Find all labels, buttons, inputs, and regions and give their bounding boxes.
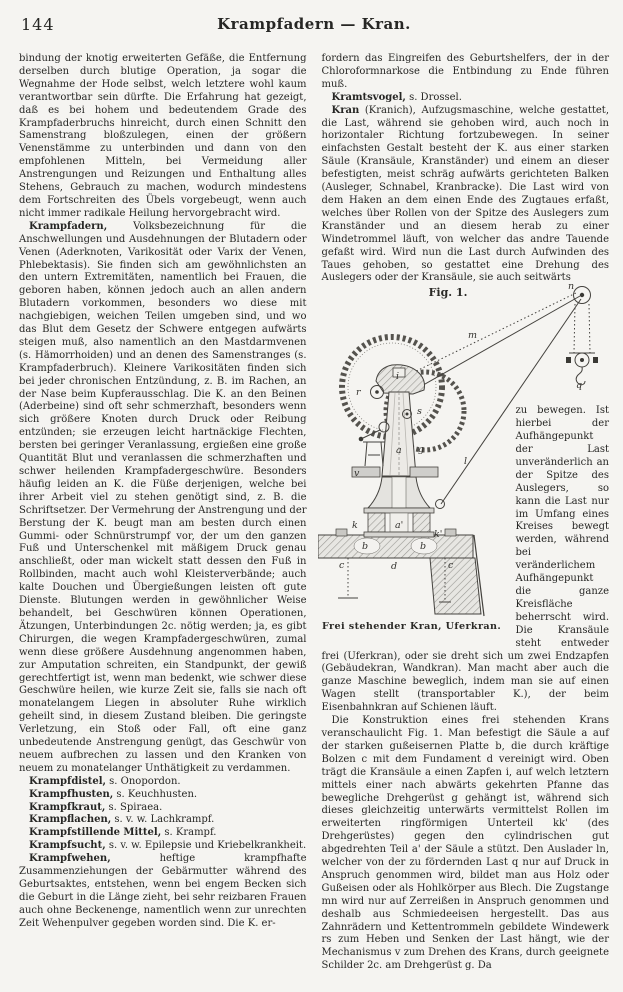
entry-text: heftige krampfhafte Zusammenziehungen der Gebärmutter während des Geburtsaktes, entstehen, wenn bei engem Becken sich die Geburt in die Länge zieht, bei sehr reizbaren Frauen auch ohne Beckenenge, namentlich wenn zur unrechten Zeit Wehenpulver gegeben worden sind. Die K. er- xyxy=(19,853,307,929)
entry-lead: Krampfstillende Mittel, xyxy=(29,827,162,839)
entry-kran xyxy=(322,105,610,286)
right-column xyxy=(322,53,610,973)
figure-number-label: Fig. 1. xyxy=(428,286,467,300)
entry-krampfhusten xyxy=(19,789,307,802)
figure-label-b1: b xyxy=(361,541,368,553)
figure-label-c1: c xyxy=(338,560,344,572)
entry-lead: Krampfadern, xyxy=(29,220,108,232)
figure-label-r: r xyxy=(355,387,361,399)
paragraph-kran-continued xyxy=(322,405,610,715)
figure-label-d: d xyxy=(390,561,397,573)
figure-label-s: s xyxy=(416,406,422,418)
entry-kramtsvogel xyxy=(322,92,610,105)
entry-text: s. v. w. Lachkrampf. xyxy=(111,814,215,826)
entry-lead: Krampfwehen, xyxy=(29,853,111,865)
entry-lead: Krampflachen, xyxy=(29,814,112,826)
figure-label-b2: b xyxy=(419,541,426,553)
paragraph-text: zu bewegen. Ist hierbei der Aufhängepunkt der Last unveränderlich an der Spitze des Auslegers, so kann die Last nur im Umfang eines Kreises bewegt werden, während bei veränderlichem Aufhängepunkt die ganze Kreisfläche beherrscht wird. Die Kransäule steht entweder frei (Uferkran), oder sie dreht sich um zwei Endzapfen (Gebäudekran, Wandkran). Man macht aber auch die ganze Maschine beweglich, indem man sie auf einen Wagen stellt (transportabler K.), der beim Eisenbahnkran auf Schienen läuft. xyxy=(321,405,609,714)
paragraph-text: bindung der knotig erweiterten Gefäße, die Entfernung derselben durch blutige Operation, ja sogar die Wegnahme der Hode selbst, welch letztere wohl kaum verantwortbar sein dürfte. Die Erfahrung hat gezeigt, daß es bei hohem und bedeutendem Grade des Krampfaderbruchs hinreicht, durch einen Schnitt den Samenstrang bloßzulegen, einen der größern Venenstämme zu unterbinden und dann von den empfohlenen Mitteln, bei Vermeidung aller Anstrengungen und Reizungen und Enthaltung alles Stehens, Gebrauch zu machen, wodurch mindestens dem Fortschreiten des Übels vorgebeugt, wenn auch nicht immer radikale Heilung hervorgebracht wird. xyxy=(19,53,307,219)
figure-label-a-prime: a' xyxy=(394,520,403,532)
figure-label-i: i xyxy=(395,371,399,383)
entry-text: s. Krampf. xyxy=(161,827,217,839)
left-column xyxy=(19,53,307,973)
figure-label-g: g xyxy=(417,444,424,456)
two-column-text xyxy=(19,53,609,973)
entry-krampfwehen xyxy=(19,853,307,930)
paragraph-text: fordern das Eingreifen des Geburtshelfers, der in der Chloroformnarkose die Entbindung zu Ende führen muß. xyxy=(321,53,609,90)
paragraph-text: Die Konstruktion eines frei stehenden Krans veranschaulicht Fig. 1. Man befestigt die Säule a auf der starken gußeisernen Platte b, die durch kräftige Bolzen c mit dem Fundament d vereinigt wird. Oben trägt die Kransäule a einen Zapfen i, auf welch letztern mittels einer nach abwärts gekehrten Pfanne das bewegliche Drehgerüst g gehängt ist, während sich dieses gleichzeitig unterwärts vermittelst Rollen im erweiterten ringförmigen Unterteil kk' (des Drehgerüstes) gegen den cylindrischen gut abgedrehten Teil a' der Säule a stützt. Den Auslader ln, welcher von der zu fördernden Last q nur auf Druck in Anspruch genommen wird, bildet man aus Holz oder Gußeisen oder als Hohlkörper aus Blech. Die Zugstange mn wird nur auf Zerreißen in Anspruch genommen und deshalb aus Schmiedeeisen hergestellt. Das aus Zahnrädern und Kettentrommeln gebildete Windewerk rs zum Heben und Senken der Last hängt, wie der Mechanismus v zum Drehen des Krans, durch geeignete Schilder 2c. am Drehgerüst g. Da xyxy=(321,715,609,972)
entry-krampfadern xyxy=(19,221,307,776)
entry-text: s. Onopordon. xyxy=(106,775,181,787)
entry-lead: Krampfdistel, xyxy=(29,775,106,787)
entry-lead: Krampfhusten, xyxy=(29,788,114,800)
entry-text: s. Drossel. xyxy=(405,91,462,103)
entry-text: s. Spiraea. xyxy=(105,801,163,813)
entry-krampflachen xyxy=(19,814,307,827)
entry-krampfdistel xyxy=(19,776,307,789)
page-number: 144 xyxy=(21,15,55,34)
figure-caption: Frei stehender Kran, Uferkran. xyxy=(321,621,501,633)
entry-krampfkraut xyxy=(19,802,307,815)
page-header xyxy=(19,13,609,39)
entry-text: s. v. w. Epilepsie und Kriebelkrankheit. xyxy=(105,840,307,852)
entry-krampfstillende-mittel xyxy=(19,827,307,840)
entry-text: (Kranich), Aufzugsmaschine, welche gestattet, die Last, während sie gehoben wird, auch noch in horizontaler Richtung fortzubewegen. In seiner einfachsten Gestalt besteht der K. aus einer starken Säule (Kransäule, Kranständer) und einem an dieser befestigten, meist schräg aufwärts gerichteten Balken (Ausleger, Schnabel, Kranbracke). Die Last wird von dem Haken an dem einen Ende des Zugtaues erfaßt, welches über Rollen von der Spitze des Auslegers zum Kranständer und an diesem herab zu einer Windetrommel läuft, von welcher das andre Tauende gefaßt wird. Wird nun die Last durch Aufwinden des Taues gehoben, so gestattet eine Drehung des Auslegers oder der Kransäule, sie auch seitwärts xyxy=(321,104,609,284)
header-title: Krampfadern — Kran. xyxy=(217,15,411,33)
figure-label-m: m xyxy=(467,330,477,342)
figure-label-n: n xyxy=(567,281,574,293)
figure-label-q: q xyxy=(575,380,582,392)
figure-label-l: l xyxy=(463,456,467,468)
paragraph-konstruktion xyxy=(322,715,610,973)
entry-lead: Kramtsvogel, xyxy=(331,91,406,103)
entry-krampfsucht xyxy=(19,840,307,853)
figure-label-a: a xyxy=(395,445,402,457)
entry-lead: Krampfsucht, xyxy=(29,840,106,852)
entry-text: s. Keuchhusten. xyxy=(113,788,198,800)
figure-label-k: k xyxy=(351,520,358,532)
figure-label-k-prime: k' xyxy=(433,529,442,541)
entry-lead: Krampfkraut, xyxy=(29,801,106,813)
paragraph-continuation xyxy=(322,53,610,92)
figure-label-c2: c xyxy=(447,560,453,572)
entry-lead: Kran xyxy=(331,104,360,116)
entry-text: Volksbezeichnung für die Anschwellungen und Ausdehnungen der Blutadern oder Venen (Aderknoten, Varikosität oder Varix der Venen, Phlebektasis). Sie finden sich am gewöhnlichsten an den untern Extremitäten, namentlich bei Frauen, die geboren haben, können jedoch auch an allen andern Blutadern vorkommen, besonders wo diese mit nachgiebigen, weichen Teilen umgeben sind, und wo das Blut dem Gesetz der Schwere entgegen aufwärts steigen muß, also namentlich an den Mastdarmvenen (s. Hämorrhoiden) und an denen des Samenstranges (s. Krampfaderbruch). Kleinere Varikositäten finden sich bei jeder chronischen Entzündung, z. B. im Rachen, an der Nase beim Kupferausschlag. Die K. an den Beinen (Aderbeine) sind oft sehr schmerzhaft, besonders wenn sich größere Knoten durch Druck oder Reibung entzünden; sie erzeugen leicht hartnäckige Flechten, bersten bei geringer Veranlassung, ergießen eine große Quantität Blut und veranlassen die schmerzhaften und schwer heilenden Krampfadergeschwüre. Besonders häufig leiden an K. die Füße derjenigen, welche bei ihrer Arbeit viel zu stehen genötigt sind, z. B. die Schriftsetzer. Der Vermehrung der Anstrengung und der Berstung der K. beugt man am besten durch einen Gummi- oder Schnürstrumpf vor, der um den ganzen Fuß und Unterschenkel mit mäßigem Druck genau anschließt, oder man wickelt statt dessen den Fuß in Rollbinden, macht auch wohl Kleisterverbände; auch kalte Douchen und Übergießungen leisten oft gute Dienste. Blutungen werden in gewöhnlicher Weise behandelt, bei Geschwüren können Operationen, Ätzungen, Unterbindungen 2c. nötig werden; ja, es gibt Chirurgen, die wegen Krampfadergeschwüren, zumal wenn diese größere Ausdehnung angenommen haben, zur Amputation schreiten, ein Standpunkt, der gewiß gerechtfertigt ist, wenn man bedenkt, wie schwer diese Geschwüre heilen, wie kurze Zeit sie, falls sie nach oft monatelangem Liegen in absoluter Ruhe wirklich geheilt sind, in diesem Zustand bleiben. Die geringste Verletzung, ein Stoß oder Fall, oft eine ganz unbedeutende Anstrengung genügt, das Geschwür von neuem aufbrechen zu lassen und den Kranken von neuem zu monatelanger Unthätigkeit zu verdammen. xyxy=(19,220,307,774)
figure-label-v: v xyxy=(353,468,359,480)
paragraph-continuation xyxy=(19,53,307,221)
